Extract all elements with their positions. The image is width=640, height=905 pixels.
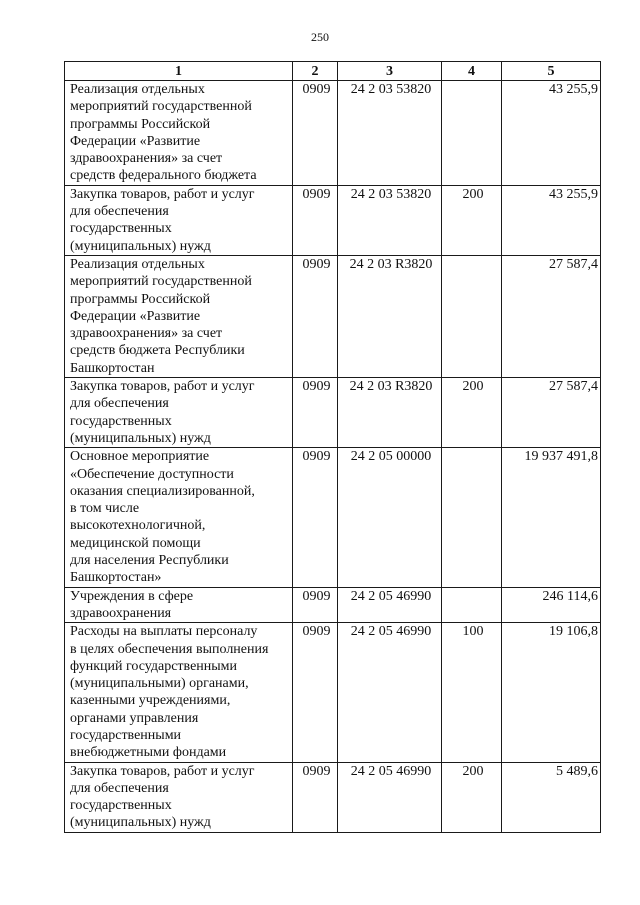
table-row: [65, 185, 601, 255]
expense-name-cell: [65, 255, 293, 377]
target-article-cell: 24 2 05 00000: [338, 448, 442, 587]
expense-name-line: казенными учреждениями,: [70, 693, 231, 709]
section-code-cell: 0909: [293, 378, 338, 448]
target-article-cell: 24 2 03 R3820: [338, 255, 442, 377]
expense-name-line: Башкортостан»: [70, 570, 162, 586]
column-header: 3: [338, 62, 442, 81]
expense-type-cell: 200: [442, 762, 502, 832]
column-header: 5: [502, 62, 601, 81]
expense-name-line: органами управления: [70, 710, 199, 726]
table-row: [65, 587, 601, 623]
expense-name-line: Закупка товаров, работ и услуг: [70, 763, 255, 779]
expense-name-cell: [65, 623, 293, 762]
expense-name-line: Основное мероприятие: [70, 449, 210, 465]
expense-name-line: (муниципальными) органами,: [70, 676, 249, 692]
expense-name-line: государственных: [70, 221, 172, 237]
expense-name-line: здравоохранения» за счет: [70, 151, 223, 167]
table-row: [65, 448, 601, 587]
amount-cell: 19 106,8: [502, 623, 601, 762]
expense-name-line: оказания специализированной,: [70, 483, 255, 499]
budget-table: [64, 61, 601, 833]
section-code-cell: 0909: [293, 81, 338, 186]
table-header-row: [65, 62, 601, 81]
expense-name-line: (муниципальных) нужд: [70, 815, 211, 831]
expense-name-line: средств федерального бюджета: [70, 168, 257, 184]
section-code-cell: 0909: [293, 255, 338, 377]
expense-name-cell: [65, 762, 293, 832]
expense-name-line: мероприятий государственной: [70, 274, 252, 290]
target-article-cell: 24 2 03 53820: [338, 185, 442, 255]
target-article-cell: 24 2 03 53820: [338, 81, 442, 186]
amount-cell: 27 587,4: [502, 378, 601, 448]
expense-name-line: мероприятий государственной: [70, 99, 252, 115]
expense-name-line: (муниципальных) нужд: [70, 430, 211, 446]
expense-name-line: внебюджетными фондами: [70, 745, 227, 761]
amount-cell: 27 587,4: [502, 255, 601, 377]
target-article-cell: 24 2 05 46990: [338, 587, 442, 623]
section-code-cell: 0909: [293, 762, 338, 832]
expense-name-cell: [65, 378, 293, 448]
expense-name-line: программы Российской: [70, 291, 211, 307]
expense-name-line: для обеспечения: [70, 204, 169, 220]
column-header: 1: [65, 62, 293, 81]
expense-name-line: государственных: [70, 413, 172, 429]
section-code-cell: 0909: [293, 623, 338, 762]
expense-name-line: в целях обеспечения выполнения: [70, 641, 269, 657]
table-row: [65, 81, 601, 186]
expense-name-line: Федерации «Развитие: [70, 133, 201, 149]
expense-name-line: Федерации «Развитие: [70, 308, 201, 324]
expense-name-line: медицинской помощи: [70, 535, 201, 551]
expense-name-line: «Обеспечение доступности: [70, 466, 234, 482]
expense-name-line: государственных: [70, 798, 172, 814]
expense-type-cell: [442, 587, 502, 623]
expense-name-line: Реализация отдельных: [70, 82, 205, 97]
section-code-cell: 0909: [293, 185, 338, 255]
section-code-cell: 0909: [293, 448, 338, 587]
target-article-cell: 24 2 03 R3820: [338, 378, 442, 448]
expense-type-cell: 200: [442, 185, 502, 255]
expense-name-line: Расходы на выплаты персоналу: [70, 624, 258, 640]
amount-cell: 43 255,9: [502, 185, 601, 255]
expense-type-cell: [442, 448, 502, 587]
expense-type-cell: [442, 255, 502, 377]
table-row: [65, 623, 601, 762]
amount-cell: 43 255,9: [502, 81, 601, 186]
amount-cell: 246 114,6: [502, 587, 601, 623]
expense-name-line: Закупка товаров, работ и услуг: [70, 186, 255, 202]
expense-name-line: средств бюджета Республики: [70, 343, 245, 359]
expense-name-line: программы Российской: [70, 116, 211, 132]
expense-name-cell: [65, 587, 293, 623]
column-header: 4: [442, 62, 502, 81]
expense-name-line: в том числе: [70, 501, 140, 517]
column-header: 2: [293, 62, 338, 81]
expense-type-cell: 100: [442, 623, 502, 762]
expense-name-line: (муниципальных) нужд: [70, 238, 211, 254]
expense-name-line: высокотехнологичной,: [70, 518, 206, 534]
amount-cell: 5 489,6: [502, 762, 601, 832]
expense-type-cell: [442, 81, 502, 186]
expense-name-cell: [65, 185, 293, 255]
table-row: [65, 378, 601, 448]
expense-name-line: Закупка товаров, работ и услуг: [70, 379, 255, 395]
expense-name-line: Учреждения в сфере: [70, 588, 194, 604]
target-article-cell: 24 2 05 46990: [338, 623, 442, 762]
table-row: [65, 762, 601, 832]
expense-name-line: здравоохранения: [70, 605, 172, 621]
page-number: 250: [311, 30, 329, 44]
table-body: [65, 81, 601, 833]
expense-name-cell: [65, 81, 293, 186]
expense-type-cell: 200: [442, 378, 502, 448]
expense-name-line: для населения Республики: [70, 553, 229, 569]
expense-name-line: государственными: [70, 727, 182, 743]
expense-name-line: Башкортостан: [70, 360, 155, 376]
expense-name-line: функций государственными: [70, 658, 238, 674]
table-row: [65, 255, 601, 377]
amount-cell: 19 937 491,8: [502, 448, 601, 587]
expense-name-line: Реализация отдельных: [70, 256, 205, 272]
section-code-cell: 0909: [293, 587, 338, 623]
expense-name-line: для обеспечения: [70, 396, 169, 412]
expense-name-line: здравоохранения» за счет: [70, 326, 223, 342]
target-article-cell: 24 2 05 46990: [338, 762, 442, 832]
expense-name-cell: [65, 448, 293, 587]
expense-name-line: для обеспечения: [70, 780, 169, 796]
